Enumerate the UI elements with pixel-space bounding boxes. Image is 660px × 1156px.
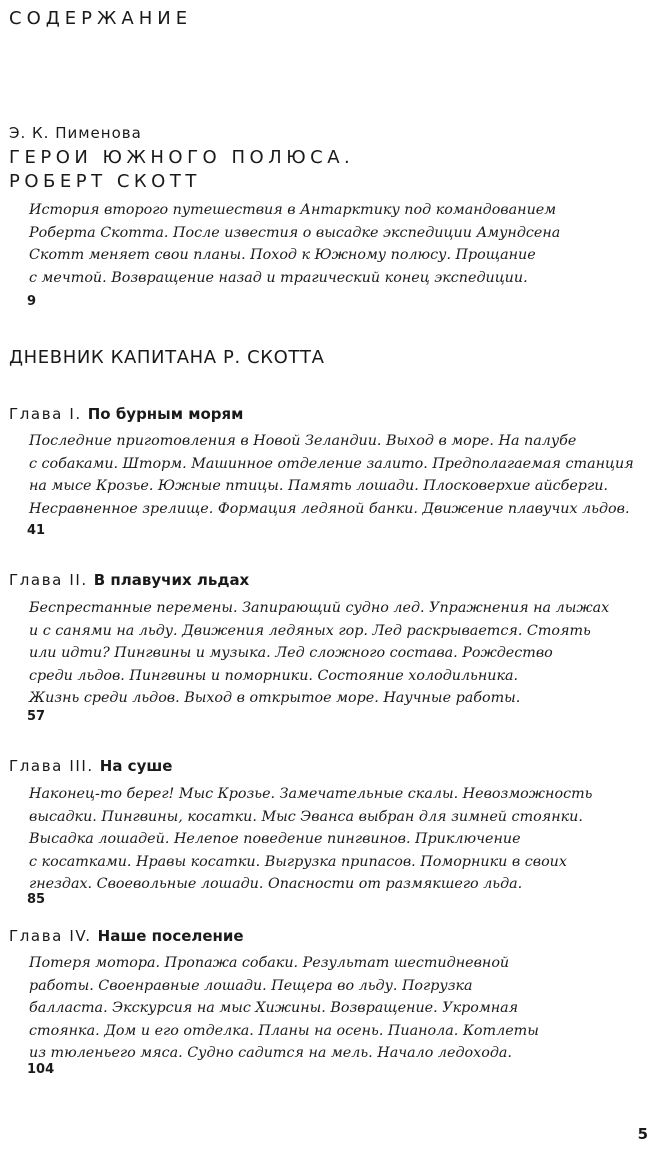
- intro-page-number: 9: [27, 294, 37, 309]
- chapter-summary: [29, 597, 649, 710]
- chapter-heading: [9, 927, 244, 945]
- summary-line: Наконец-то берег! Мыс Крозье. Замечательные скалы. Невозможность: [29, 786, 593, 802]
- chapter-number: Глава III.: [9, 757, 94, 775]
- summary-line: Жизнь среди льдов. Выход в открытое море. Научные работы.: [29, 690, 521, 706]
- chapter-summary: [29, 430, 649, 520]
- chapter-heading: [9, 757, 172, 775]
- summary-line: с собаками. Шторм. Машинное отделение залито. Предполагаемая станция: [29, 455, 634, 472]
- summary-line: Скотт меняет свои планы. Поход к Южному полюсу. Прощание: [29, 247, 536, 263]
- page-header: СОДЕРЖАНИЕ: [9, 8, 193, 29]
- summary-line: Беспрестанные перемены. Запирающий судно лед. Упражнения на лыжах: [29, 600, 610, 616]
- summary-line: Несравненное зрелище. Формация ледяной банки. Движение плавучих льдов.: [29, 500, 630, 517]
- chapter-page-number: 85: [27, 892, 46, 907]
- chapter-title: По бурным морям: [87, 405, 244, 423]
- summary-line: Последние приготовления в Новой Зеландии. Выход в море. На палубе: [29, 433, 577, 449]
- intro-title: [9, 146, 354, 194]
- summary-line: История второго путешествия в Антарктику под командованием: [29, 202, 557, 218]
- summary-line: балласта. Экскурсия на мыс Хижины. Возвращение. Укромная: [29, 1000, 519, 1016]
- summary-line: гнездах. Своевольные лошади. Опасности от размякшего льда.: [29, 876, 523, 892]
- summary-line: или идти? Пингвины и музыка. Лед сложного состава. Рождество: [29, 645, 553, 661]
- summary-line: среди льдов. Пингвины и поморники. Состояние холодильника.: [29, 667, 519, 684]
- summary-line: с косатками. Нравы косатки. Выгрузка припасов. Поморники в своих: [29, 853, 567, 870]
- summary-line: Высадка лошадей. Нелепое поведение пингвинов. Приключение: [29, 831, 521, 847]
- chapter-number: Глава I.: [9, 405, 82, 423]
- summary-line: из тюленьего мяса. Судно садится на мель. Начало ледохода.: [29, 1045, 512, 1061]
- page-folio: 5: [637, 1125, 648, 1143]
- summary-line: и с санями на льду. Движения ледяных гор. Лед раскрывается. Стоять: [29, 622, 591, 639]
- chapter-number: Глава II.: [9, 571, 88, 589]
- chapter-summary: [29, 783, 649, 896]
- chapter-title: Наше поселение: [97, 927, 244, 945]
- chapter-heading: [9, 571, 249, 589]
- chapter-page-number: 104: [27, 1062, 55, 1077]
- summary-line: работы. Своенравные лошади. Пещера во льду. Погрузка: [29, 977, 473, 994]
- summary-line: стоянка. Дом и его отделка. Планы на осень. Пианола. Котлеты: [29, 1022, 539, 1039]
- summary-line: Роберта Скотта. После известия о высадке экспедиции Амундсена: [29, 224, 561, 241]
- summary-line: высадки. Пингвины, косатки. Мыс Эванса выбран для зимней стоянки.: [29, 808, 583, 825]
- intro-author: Э. К. Пименова: [9, 124, 142, 142]
- chapter-title: В плавучих льдах: [93, 571, 250, 589]
- summary-line: на мысе Крозье. Южные птицы. Память лошади. Плосковерхие айсберги.: [29, 478, 608, 494]
- chapter-title: На суше: [99, 757, 173, 775]
- summary-line: Потеря мотора. Пропажа собаки. Результат шестидневной: [29, 955, 510, 971]
- chapter-page-number: 57: [27, 709, 46, 724]
- intro-title-line: РОБЕРТ СКОТТ: [9, 171, 201, 192]
- intro-summary: [29, 199, 649, 289]
- chapter-summary: [29, 952, 649, 1065]
- chapter-heading: [9, 405, 243, 423]
- section-title: ДНЕВНИК КАПИТАНА Р. СКОТТА: [9, 347, 325, 368]
- chapter-page-number: 41: [27, 523, 46, 538]
- chapter-number: Глава IV.: [9, 927, 92, 945]
- summary-line: с мечтой. Возвращение назад и трагический конец экспедиции.: [29, 269, 528, 286]
- intro-title-line: ГЕРОИ ЮЖНОГО ПОЛЮСА.: [9, 147, 355, 168]
